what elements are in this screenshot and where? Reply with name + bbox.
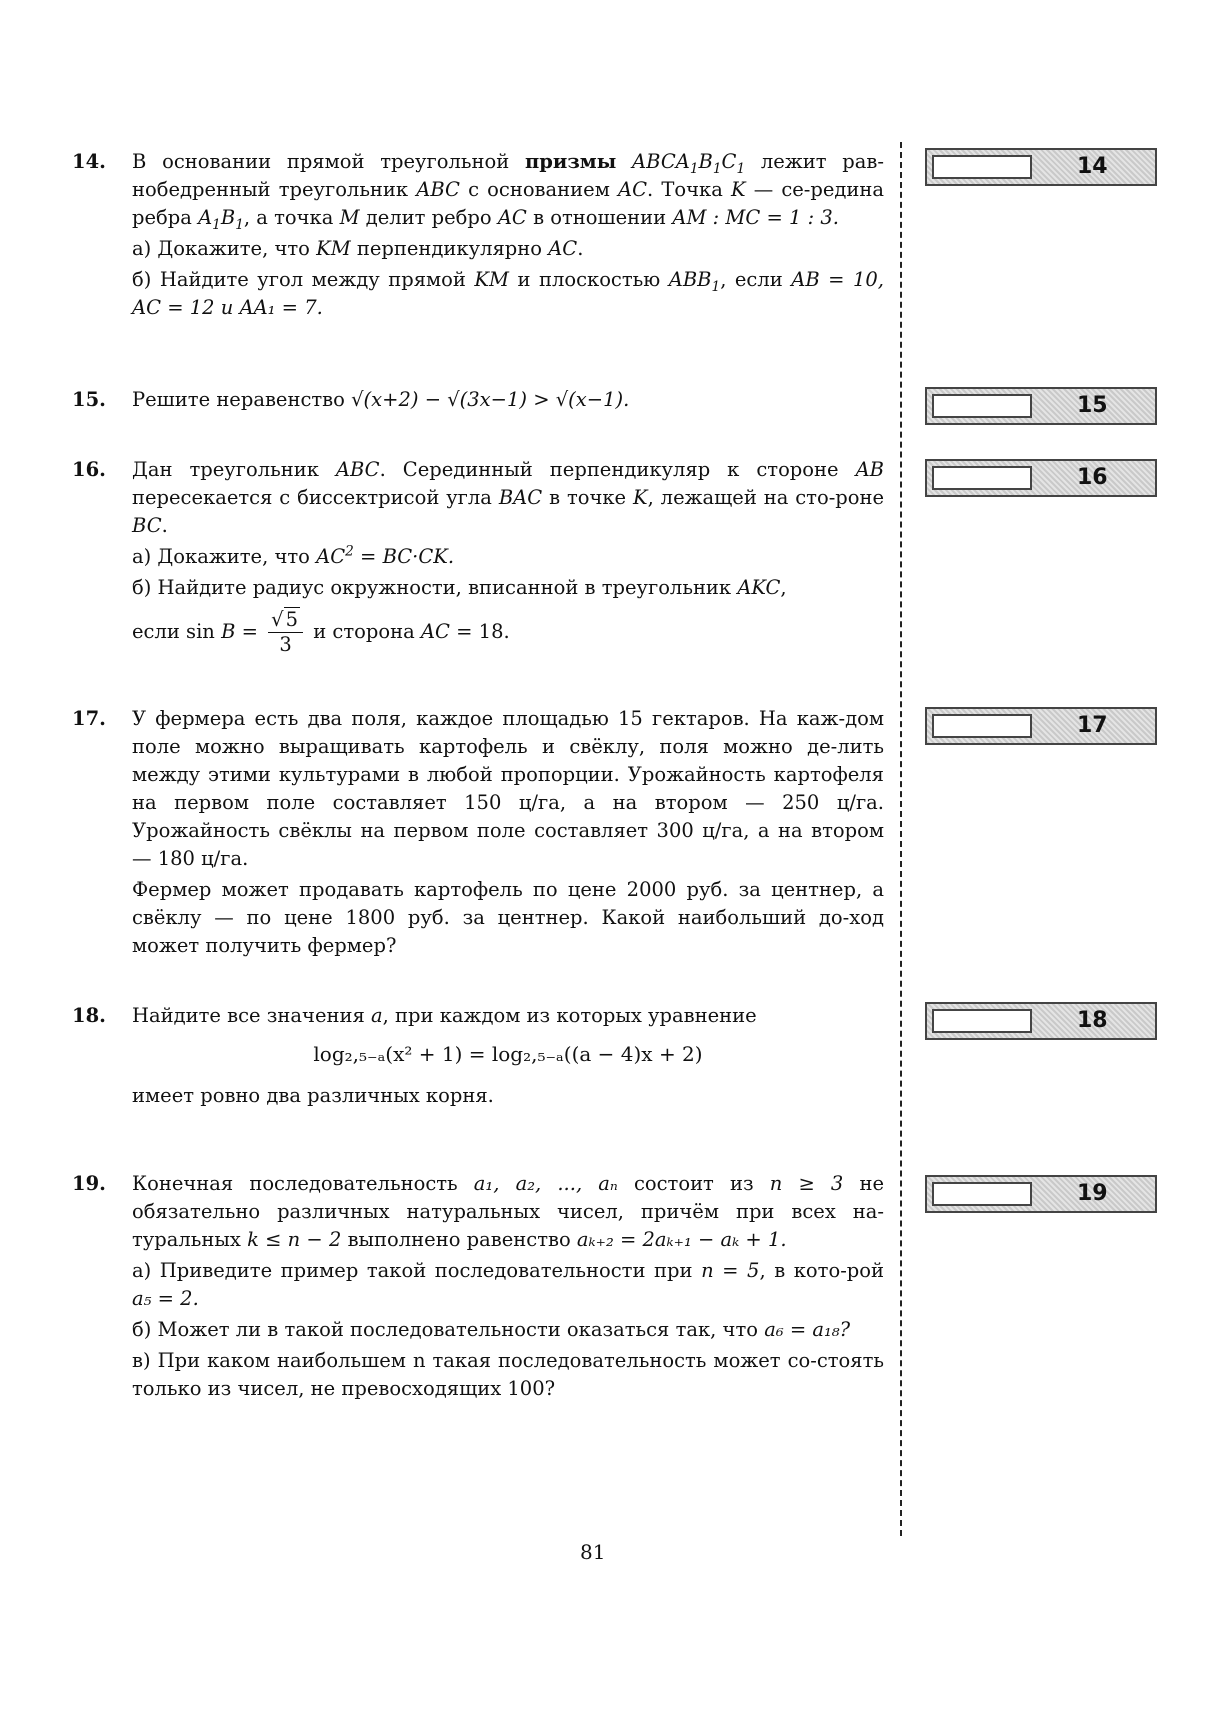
fraction: $\frac{√ 5}{3}$ — [268, 608, 303, 657]
answer-box-17 — [925, 707, 1157, 745]
answer-field[interactable] — [932, 714, 1032, 738]
problem-18 — [72, 1002, 884, 1110]
answer-box-16 — [925, 459, 1157, 497]
problem-19 — [72, 1170, 884, 1403]
problem-number: 14. — [72, 150, 106, 173]
problem-17 — [72, 705, 884, 960]
answer-box-number: 17 — [1077, 713, 1108, 738]
answer-field[interactable] — [932, 466, 1032, 490]
problem-16 — [72, 456, 884, 657]
inequality: √(x+2) − √(3x−1) > √(x−1). — [351, 388, 630, 411]
problem-number: 19. — [72, 1172, 106, 1195]
problem-text: В основании прямой треугольной призмы $ABCA_1B_1C_1$ лежит рав-нобедренный треугольник ABC с основанием AC. Точка K — се-редина ребра $A_1B_1$, а точка M делит ребро AC в отношении AM : MC = 1 : 3. — [132, 150, 885, 233]
problem-text-tail: имеет ровно два различных корня. — [132, 1084, 494, 1107]
answer-field[interactable] — [932, 155, 1032, 179]
answer-box-19 — [925, 1175, 1157, 1213]
answer-field[interactable] — [932, 1009, 1032, 1033]
problem-14 — [72, 148, 884, 322]
problem-part-a: а) Докажите, что $AC^2 = BC\cdot CK$. — [132, 543, 455, 568]
problem-text: Конечная последовательность a₁, a₂, ..., aₙ состоит из n ≥ 3 не обязательно различных натуральных чисел, причём при всех на-туральных k ≤ n − 2 выполнено равенство aₖ₊₂ = 2aₖ₊₁ − aₖ + 1. — [132, 1172, 885, 1251]
problem-text: Решите неравенство √(x+2) − √(3x−1) > √(x−1). — [132, 388, 630, 411]
dashed-divider — [900, 142, 902, 1536]
answer-box-14 — [925, 148, 1157, 186]
problem-part-a: а) Приведите пример такой последовательности при n = 5, в кото-рой a₅ = 2. — [132, 1259, 885, 1310]
answer-field[interactable] — [932, 394, 1032, 418]
problem-part-c: в) При каком наибольшем n такая последовательность может со-стоять только из чисел, не превосходящих 100? — [132, 1349, 884, 1400]
answer-box-18 — [925, 1002, 1157, 1040]
problem-text: Дан треугольник ABC. Серединный перпендикуляр к стороне AB пересекается с биссектрисой угла BAC в точке K, лежащей на сто-роне BC. — [132, 458, 885, 537]
problem-part-a: а) Докажите, что KM перпендикулярно AC. — [132, 237, 584, 260]
answer-box-15 — [925, 387, 1157, 425]
problem-15 — [72, 386, 884, 414]
problem-question: Фермер может продавать картофель по цене 2000 руб. за центнер, а свёклу — по цене 1800 руб. за центнер. Какой наибольший до-ход может получить фермер? — [132, 878, 884, 957]
problem-text: У фермера есть два поля, каждое площадью 15 гектаров. На каж-дом поле можно выращивать картофель и свёклу, поля можно де-лить между этими культурами в любой пропорции. Урожайность картофеля на первом поле составляет 150 ц/га, а на втором — 250 ц/га. Урожайность свёклы на первом поле составляет 300 ц/га, а на втором — 180 ц/га. — [132, 707, 884, 870]
answer-box-number: 18 — [1077, 1008, 1108, 1033]
answer-field[interactable] — [932, 1182, 1032, 1206]
answer-box-number: 14 — [1077, 154, 1108, 179]
problem-number: 16. — [72, 458, 106, 481]
problem-number: 15. — [72, 388, 106, 411]
answer-box-number: 16 — [1077, 465, 1108, 490]
answer-box-number: 19 — [1077, 1181, 1108, 1206]
problem-part-b: б) Найдите угол между прямой KM и плоскостью $ABB_1$, если AB = 10, AC = 12 и AA₁ = 7. — [132, 268, 884, 319]
equation: log₂,₅₋ₐ(x² + 1) = log₂,₅₋ₐ((a − 4)x + 2) — [313, 1042, 703, 1066]
problem-part-b: б) Найдите радиус окружности, вписанной в треугольник AKC, — [132, 576, 787, 599]
answer-box-number: 15 — [1077, 393, 1108, 418]
problem-number: 18. — [72, 1004, 106, 1027]
page-number: 81 — [580, 1540, 606, 1564]
problem-number: 17. — [72, 707, 106, 730]
problem-text: Найдите все значения a, при каждом из которых уравнение — [132, 1004, 757, 1027]
problem-part-b: б) Может ли в такой последовательности оказаться так, что a₆ = a₁₈? — [132, 1318, 851, 1341]
problem-condition: если sin B = $\frac{√ 5}{3}$ и сторона AC = 18. — [132, 608, 510, 656]
